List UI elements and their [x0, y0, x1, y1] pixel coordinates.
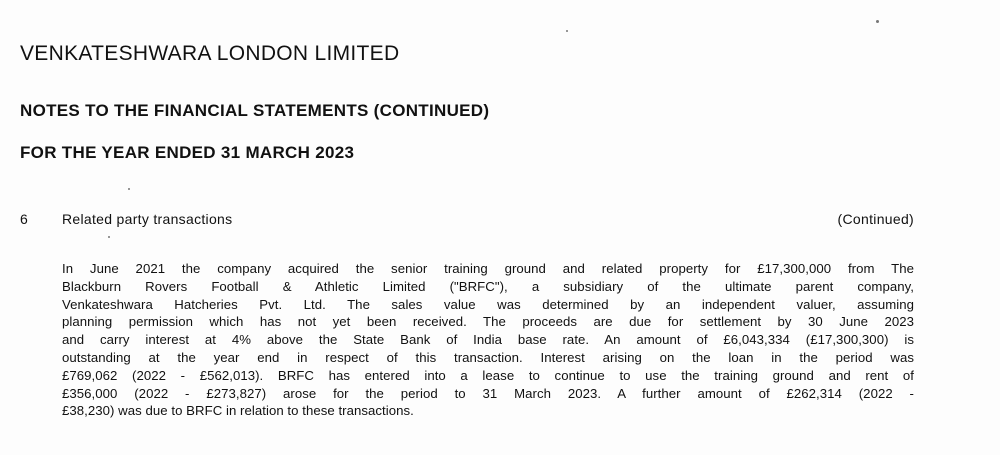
period-title: FOR THE YEAR ENDED 31 MARCH 2023 — [20, 143, 355, 162]
paragraph-line: outstanding at the year end in respect of this transaction. Interest arising on the loan in the period was — [62, 349, 914, 365]
paragraph-line: Venkateshwara Hatcheries Pvt. Ltd. The sales value was determined by an independent valuer, assuming — [62, 296, 914, 312]
section-continued-label: (Continued) — [837, 211, 914, 227]
scan-speck — [108, 236, 110, 238]
paragraph-line: and carry interest at 4% above the State Bank of India base rate. An amount of £6,043,334 (£17,300,300) is — [62, 332, 914, 348]
section-heading — [20, 211, 914, 231]
paragraph-line: £38,230) was due to BRFC in relation to these transactions. — [62, 403, 414, 419]
scan-speck — [566, 30, 568, 32]
paragraph-line: £356,000 (2022 - £273,827) arose for the period to 31 March 2023. A further amount of £262,314 (2022 - — [62, 385, 914, 401]
paragraph-line: £769,062 (2022 - £562,013). BRFC has entered into a lease to continue to use the training ground and rent of — [62, 367, 914, 383]
company-name: VENKATESHWARA LONDON LIMITED — [20, 42, 400, 65]
section-number: 6 — [20, 211, 29, 227]
scan-speck — [876, 20, 879, 23]
paragraph-line: In June 2021 the company acquired the senior training ground and related property for £17,300,000 from The — [62, 261, 914, 276]
scan-speck — [128, 188, 130, 190]
section-title: Related party transactions — [62, 211, 233, 227]
notes-title: NOTES TO THE FINANCIAL STATEMENTS (CONTINUED) — [20, 101, 490, 120]
paragraph-line: Blackburn Rovers Football & Athletic Limited ("BRFC"), a subsidiary of the ultimate parent company, — [62, 278, 914, 294]
paragraph-line: planning permission which has not yet been received. The proceeds are due for settlement by 30 June 2023 — [62, 314, 914, 330]
related-party-paragraph — [62, 260, 914, 420]
